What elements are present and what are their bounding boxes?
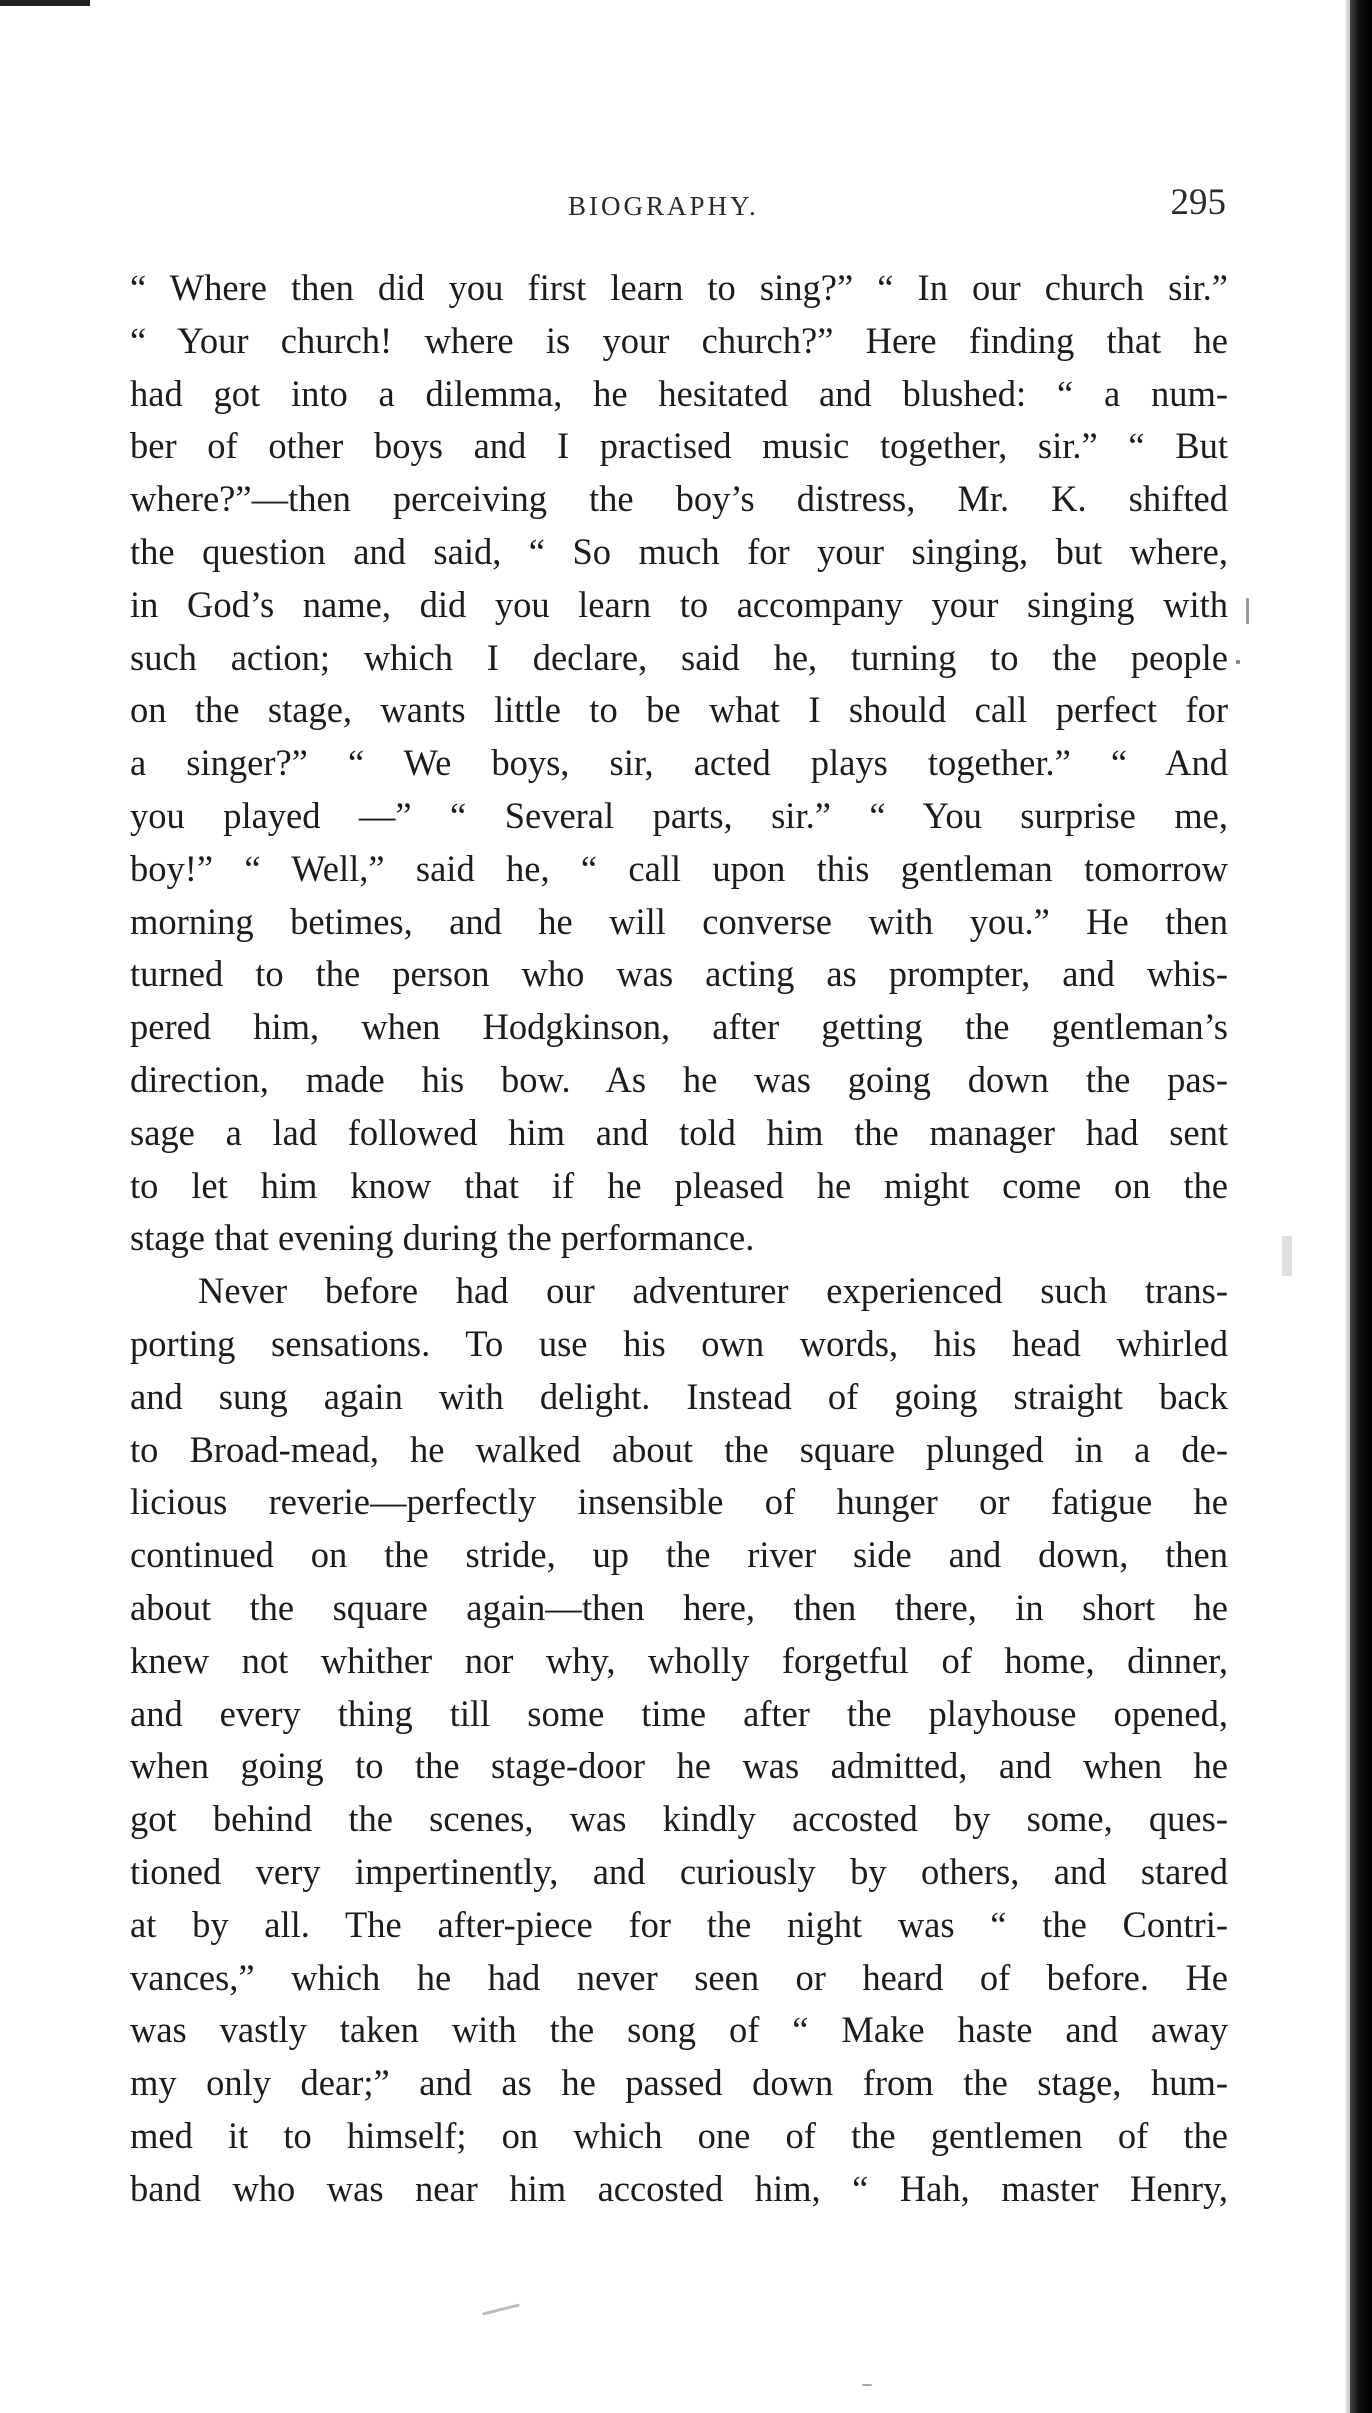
text-line: had got into a dilemma, he hesitated and blushed: “ a num- [130,372,1228,414]
text-line: licious reverie—perfectly insensible of hunger or fatigue he [130,1481,1228,1523]
text-line: turned to the person who was acting as prompter, and whis- [130,953,1228,995]
text-line: the question and said, “ So much for your singing, but where, [130,530,1228,572]
text-line: med it to himself; on which one of the gentlemen of the [130,2114,1228,2156]
text-line: where?”—then perceiving the boy’s distress, Mr. K. shifted [130,478,1228,520]
text-line: tioned very impertinently, and curiously by others, and stared [130,1850,1228,1892]
text-line: got behind the scenes, was kindly accosted by some, ques- [130,1798,1228,1840]
text-line: vances,” which he had never seen or heard of before. He [130,1956,1228,1998]
ink-speck [1282,1236,1292,1276]
paragraph-2 [130,1265,1228,2215]
page-edge-mark [0,0,90,6]
text-line: boy!” “ Well,” said he, “ call upon this gentleman tomorrow [130,847,1228,889]
running-head [128,182,1226,226]
running-title: BIOGRAPHY. [568,191,759,221]
text-line: “ Where then did you first learn to sing?” “ In our church sir.” [130,267,1228,308]
text-line: at by all. The after-piece for the night was “ the Contri- [130,1903,1228,1945]
ink-speck [1246,598,1249,624]
text-line: a singer?” “ We boys, sir, acted plays together.” “ And [130,742,1228,784]
text-line: “ Your church! where is your church?” Here finding that he [130,319,1228,361]
text-line: and every thing till some time after the playhouse opened, [130,1692,1228,1734]
text-line: to let him know that if he pleased he might come on the [130,1164,1228,1206]
text-line: when going to the stage-door he was admitted, and when he [130,1745,1228,1787]
text-line: was vastly taken with the song of “ Make haste and away [130,2009,1228,2051]
text-line: in God’s name, did you learn to accompany your singing with [130,583,1228,625]
text-line: about the square again—then here, then there, in short he [130,1586,1228,1628]
text-line: on the stage, wants little to be what I should call perfect for [130,689,1228,731]
text-line: such action; which I declare, said he, turning to the people [130,636,1228,678]
paragraph-1 [130,262,1228,1265]
text-line: continued on the stride, up the river side and down, then [130,1534,1228,1576]
text-line: to Broad-mead, he walked about the square plunged in a de- [130,1428,1228,1470]
text-line: band who was near him accosted him, “ Hah, master Henry, [130,2167,1228,2209]
text-line: ber of other boys and I practised music together, sir.” “ But [130,425,1228,467]
text-line: morning betimes, and he will converse with you.” He then [130,900,1228,942]
ink-speck [1236,660,1240,664]
text-line: sage a lad followed him and told him the manager had sent [130,1111,1228,1153]
page-number: 295 [1170,182,1226,223]
text-line: knew not whither nor why, wholly forgetful of home, dinner, [130,1639,1228,1681]
text-line: you played —” “ Several parts, sir.” “ You surprise me, [130,794,1228,836]
text-line: my only dear;” and as he passed down from the stage, hum- [130,2062,1228,2104]
text-line: direction, made his bow. As he was going down the pas- [130,1058,1228,1100]
text-line: porting sensations. To use his own words, his head whirled [130,1322,1228,1364]
text-line: Never before had our adventurer experienced such trans- [198,1270,1228,1312]
ink-speck [482,2303,520,2315]
body-text [130,262,1228,2215]
text-line: and sung again with delight. Instead of going straight back [130,1375,1228,1417]
text-line: pered him, when Hodgkinson, after getting the gentleman’s [130,1006,1228,1048]
page-binding-edge [1350,0,1372,2413]
ink-speck [862,2384,872,2386]
text-line: stage that evening during the performance. [130,1217,755,1259]
